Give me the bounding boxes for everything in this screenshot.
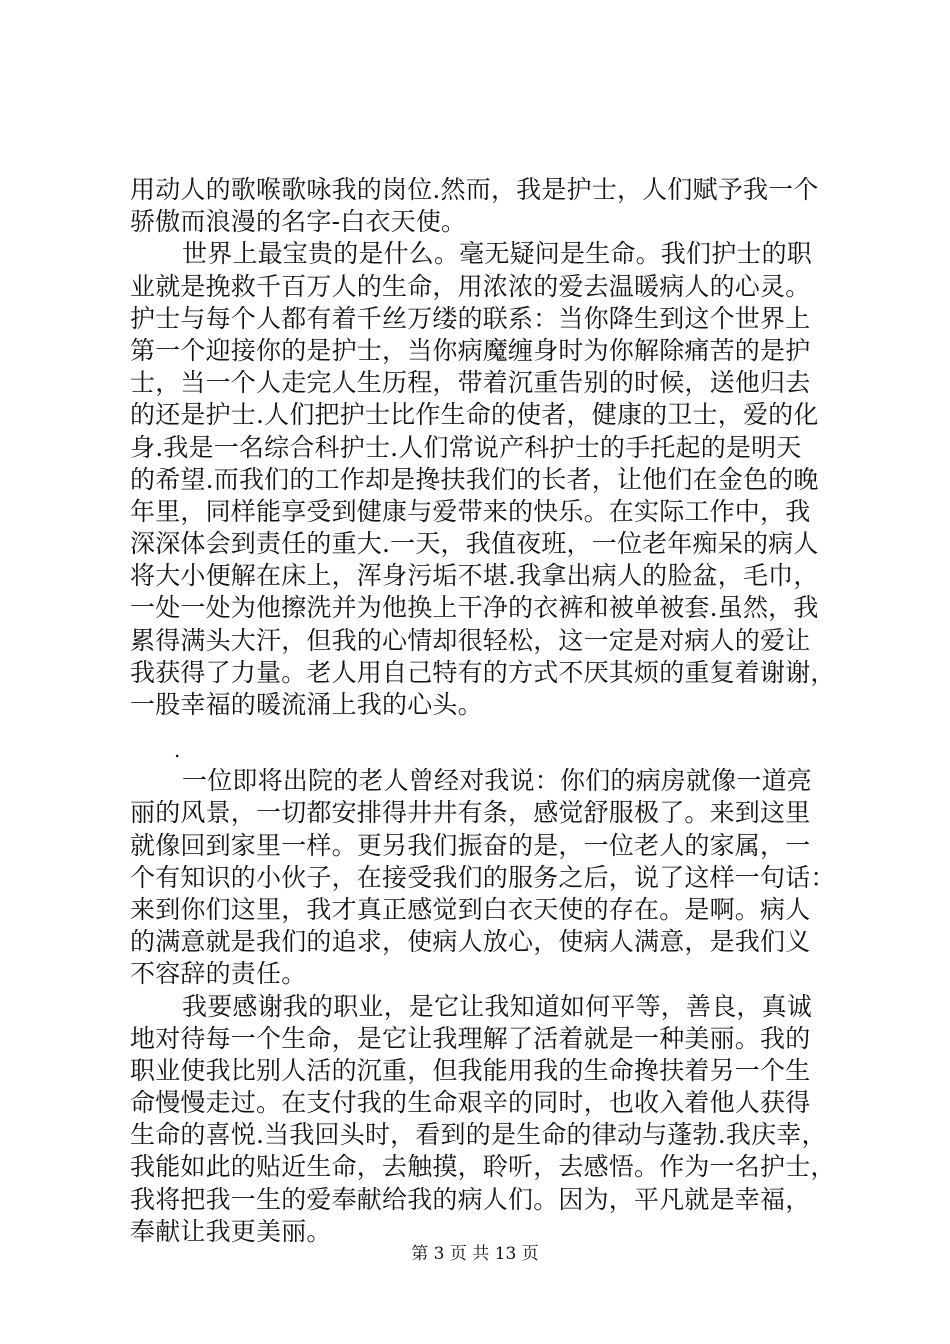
- text-line: 年里，同样能享受到健康与爱带来的快乐。在实际工作中，我: [130, 496, 811, 526]
- text-line: 的满意就是我们的追求，使病人放心，使病人满意，是我们义: [130, 927, 811, 957]
- text-line: 地对待每一个生命，是它让我理解了活着就是一种美丽。我的: [130, 1023, 811, 1053]
- text-line: 职业使我比别人活的沉重，但我能用我的生命搀扶着另一个生: [130, 1055, 811, 1085]
- text-line: 个有知识的小伙子，在接受我们的服务之后，说了这样一句话：: [130, 862, 836, 892]
- text-line: 将大小便解在床上，浑身污垢不堪.我拿出病人的脸盆，毛巾，: [130, 561, 819, 591]
- body-text: [130, 174, 850, 1248]
- text-line: 生命的喜悦.当我回头时，看到的是生命的律动与蓬勃.我庆幸，: [130, 1120, 827, 1150]
- text-line: 命慢慢走过。在支付我的生命艰辛的同时，也收入着他人获得: [130, 1088, 811, 1118]
- text-line: 用动人的歌喉歌咏我的岗位.然而，我是护士，人们赋予我一个: [130, 175, 819, 204]
- text-line: 一处一处为他擦洗并为他换上干净的衣裤和被单被套.虽然，我: [130, 593, 819, 623]
- text-line: 骄傲而浪漫的名字-白衣天使。: [130, 207, 467, 237]
- paragraph-gap: [130, 721, 850, 735]
- text-line: 深深体会到责任的重大.一天，我值夜班，一位老年痴呆的病人: [130, 529, 819, 559]
- text-line: 丽的风景，一切都安排得井井有条，感觉舒服极了。来到这里: [130, 798, 811, 828]
- text-line: 来到你们这里，我才真正感觉到白衣天使的存在。是啊。病人: [130, 894, 811, 924]
- stray-dot: .: [174, 738, 181, 763]
- paragraph-start-line: 世界上最宝贵的是什么。毫无疑问是生命。我们护士的职: [182, 239, 813, 269]
- text-line: 不容辞的责任。: [130, 959, 307, 989]
- text-line: 的还是护士.人们把护士比作生命的使者，健康的卫士，爱的化: [130, 400, 819, 430]
- text-line: 一股幸福的暖流涌上我的心头。: [130, 690, 483, 719]
- text-line: 我获得了力量。老人用自己特有的方式不厌其烦的重复着谢谢，: [130, 657, 836, 687]
- page-number-footer: 第 3 页 共 13 页: [411, 1244, 539, 1264]
- text-line: 身.我是一名综合科护士.人们常说产科护士的手托起的是明天: [130, 432, 802, 462]
- text-line: 奉献让我更美丽。: [130, 1216, 332, 1246]
- text-line: 护士与每个人都有着千丝万缕的联系：当你降生到这个世界上: [130, 303, 811, 333]
- text-line: 我将把我一生的爱奉献给我的病人们。因为，平凡就是幸福，: [130, 1184, 811, 1214]
- text-line: 就像回到家里一样。更另我们振奋的是，一位老人的家属，一: [130, 830, 811, 860]
- text-line: 业就是挽救千百万人的生命，用浓浓的爱去温暖病人的心灵。: [130, 271, 811, 301]
- text-line: 士，当一个人走完人生历程，带着沉重告别的时候，送他归去: [130, 368, 811, 398]
- paragraph-start-line: 我要感谢我的职业，是它让我知道如何平等，善良，真诚: [182, 991, 813, 1021]
- text-line: 的希望.而我们的工作却是搀扶我们的长者，让他们在金色的晚: [130, 464, 819, 494]
- text-line: 我能如此的贴近生命，去触摸，聆听，去感悟。作为一名护士，: [130, 1152, 836, 1182]
- paragraph-start-line: 一位即将出院的老人曾经对我说：你们的病房就像一道亮: [182, 766, 813, 796]
- text-line: 第一个迎接你的是护士，当你病魔缠身时为你解除痛苦的是护: [130, 335, 811, 365]
- text-line: 累得满头大汗，但我的心情却很轻松，这一定是对病人的爱让: [130, 625, 811, 655]
